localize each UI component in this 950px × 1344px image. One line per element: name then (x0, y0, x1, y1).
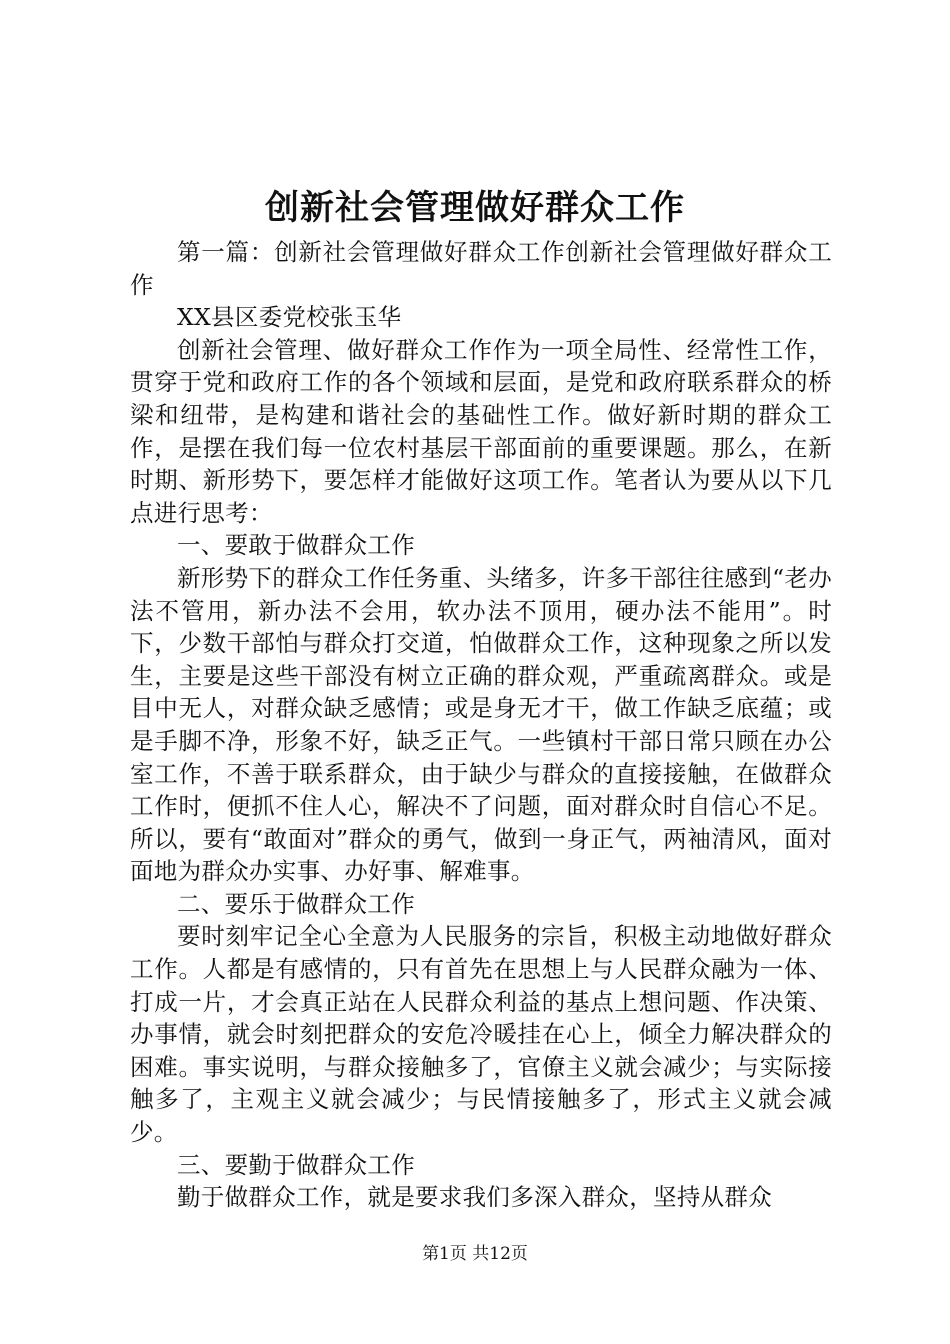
paragraph-section-2: 要时刻牢记全心全意为人民服务的宗旨，积极主动地做好群众工作。人都是有感情的，只有首先在思想上与人民群众融为一体、打成一片，才会真正站在人民群众利益的基点上想问题、作决策、办事情，就会时刻把群众的安危冷暖挂在心上，倾全力解决群众的困难。事实说明，与群众接触多了，官僚主义就会减少；与实际接触多了，主观主义就会减少；与民情接触多了，形式主义就会减少。 (130, 922, 832, 1147)
paragraph-section-3: 勤于做群众工作，就是要求我们多深入群众，坚持从群众 (177, 1183, 772, 1212)
paragraph-author: XX县区委党校张玉华 (177, 303, 402, 332)
section-heading-3: 三、要勤于做群众工作 (177, 1150, 415, 1179)
section-heading-2: 二、要乐于做群众工作 (177, 889, 415, 918)
paragraph-overview: 创新社会管理、做好群众工作作为一项全局性、经常性工作，贯穿于党和政府工作的各个领域和层面，是党和政府联系群众的桥梁和纽带，是构建和谐社会的基础性工作。做好新时期的群众工作，是摆在我们每一位农村基层干部面前的重要课题。那么，在新时期、新形势下，要怎样才能做好这项工作。笔者认为要从以下几点进行思考： (130, 335, 832, 527)
document-title: 创新社会管理做好群众工作 (265, 188, 685, 228)
paragraph-section-1: 新形势下的群众工作任务重、头绪多，许多干部往往感到“老办法不管用，新办法不会用，软办法不顶用，硬办法不能用”。时下，少数干部怕与群众打交道，怕做群众工作，这种现象之所以发生，主要是这些干部没有树立正确的群众观，严重疏离群众。或是目中无人，对群众缺乏感情；或是身无才干，做工作缺乏底蕴；或是手脚不净，形象不好，缺乏正气。一些镇村干部日常只顾在办公室工作，不善于联系群众，由于缺少与群众的直接接触，在做群众工作时，便抓不住人心，解决不了问题，面对群众时自信心不足。所以，要有“敢面对”群众的勇气，做到一身正气，两袖清风，面对面地为群众办实事、办好事、解难事。 (130, 563, 832, 886)
document-body (130, 236, 832, 1214)
page-number: 第1页 共12页 (422, 1244, 528, 1264)
paragraph-intro: 第一篇：创新社会管理做好群众工作创新社会管理做好群众工作 (130, 238, 832, 299)
section-heading-1: 一、要敢于做群众工作 (177, 531, 415, 560)
